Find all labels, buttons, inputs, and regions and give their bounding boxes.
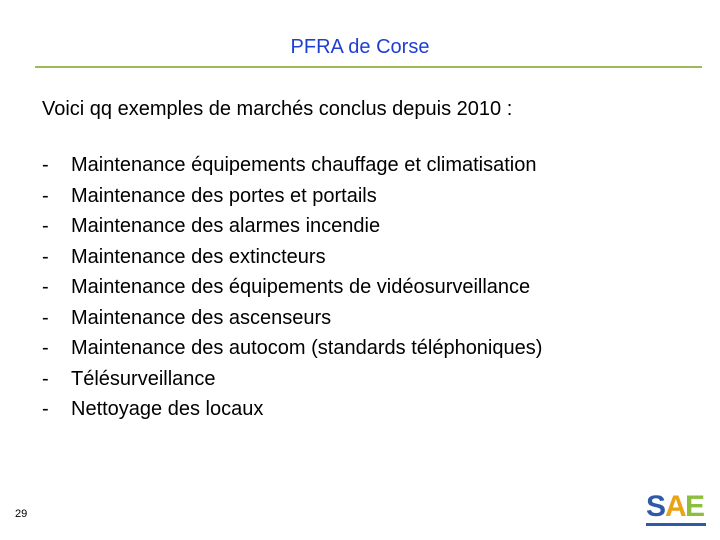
logo-letter-s: S <box>646 490 667 523</box>
page-number: 29 <box>15 508 28 520</box>
logo-letter-a: A <box>665 490 687 523</box>
intro-text: Voici qq exemples de marchés conclus depuis 2010 : <box>42 98 513 120</box>
logo-letter-e: E <box>685 490 706 523</box>
list-item <box>42 211 542 242</box>
list-item-text: Maintenance des portes et portails <box>71 184 377 207</box>
list-item <box>42 242 542 273</box>
list-item-text: Maintenance des extincteurs <box>71 245 326 268</box>
list-item <box>42 394 542 425</box>
sae-logo <box>644 492 708 528</box>
list-item-text: Maintenance des ascenseurs <box>71 306 332 329</box>
bullet-dash: - <box>42 306 49 329</box>
title-divider <box>35 66 702 68</box>
bullet-dash: - <box>42 337 49 359</box>
logo-underline <box>646 523 706 526</box>
bullet-dash: - <box>42 215 49 237</box>
list-item <box>42 303 542 334</box>
list-item-text: Télésurveillance <box>71 367 216 390</box>
list-item <box>42 364 542 395</box>
list-item <box>42 272 542 303</box>
list-item-text: Maintenance des autocom (standards téléphoniques) <box>71 337 543 359</box>
bullet-dash: - <box>42 245 49 268</box>
bullet-dash: - <box>42 398 49 420</box>
list-item-text: Nettoyage des locaux <box>71 398 264 420</box>
list-item-text: Maintenance des alarmes incendie <box>71 215 381 237</box>
list-item-text: Maintenance équipements chauffage et climatisation <box>71 154 537 176</box>
list-item <box>42 333 542 364</box>
bullet-dash: - <box>42 154 49 176</box>
list-item <box>42 150 542 181</box>
list-item <box>42 181 542 212</box>
list-item-text: Maintenance des équipements de vidéosurveillance <box>71 276 531 298</box>
bullet-dash: - <box>42 276 49 298</box>
slide-title: PFRA de Corse <box>290 36 430 58</box>
bullet-dash: - <box>42 367 49 390</box>
market-list <box>42 150 542 425</box>
bullet-dash: - <box>42 184 49 207</box>
